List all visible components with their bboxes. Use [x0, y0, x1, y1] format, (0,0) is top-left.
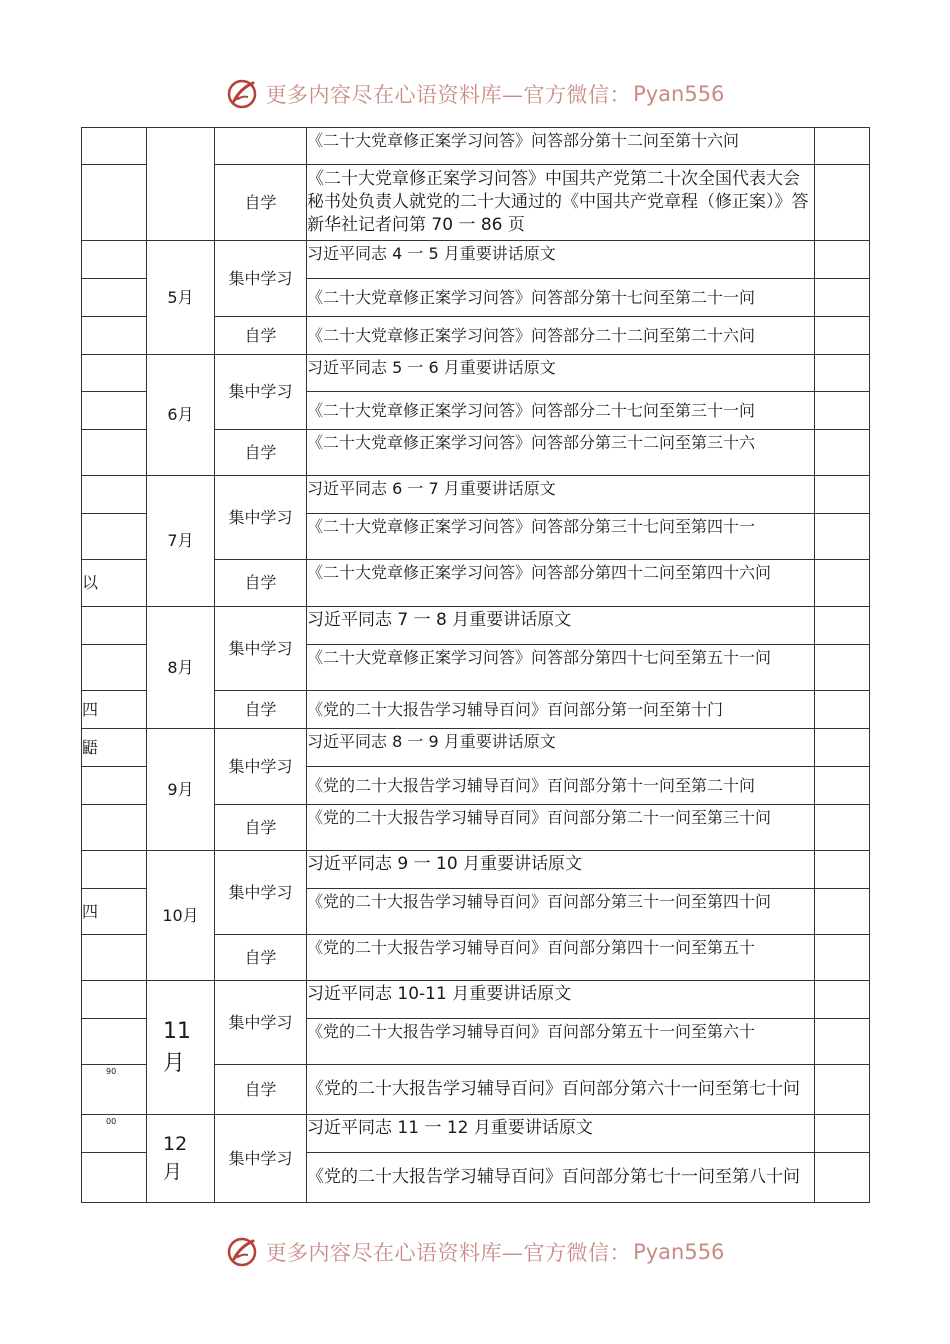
- wechat-id: Pyan556: [633, 82, 725, 106]
- edge-cell: [82, 851, 147, 889]
- content-cell: 习近平同志 4 一 5 月重要讲话原文: [307, 241, 815, 279]
- edge-cell: [82, 241, 147, 279]
- content-cell: 习近平同志 7 一 8 月重要讲话原文: [307, 607, 815, 645]
- remark-cell: [815, 1115, 870, 1153]
- edge-cell: [82, 476, 147, 514]
- remark-cell: [815, 476, 870, 514]
- content-cell: 习近平同志 5 一 6 月重要讲话原文: [307, 355, 815, 392]
- remark-cell: [815, 279, 870, 317]
- content-cell: 《二十大党章修正案学习问答》问答部分第十二问至第十六问: [307, 128, 815, 165]
- content-cell: 《党的二十大报告学习辅导百问》百问部分第四十一问至第五十: [307, 935, 815, 981]
- content-cell: 《党的二十大报告学习辅导百问》百问部分第三十一问至第四十问: [307, 889, 815, 935]
- edge-cell: [82, 430, 147, 476]
- remark-cell: [815, 981, 870, 1019]
- remark-cell: [815, 355, 870, 392]
- content-cell: 《二十大党章修正案学习问答》问答部分二十二问至第二十六问: [307, 317, 815, 355]
- banner-text: 更多内容尽在心语资料库—官方微信：: [265, 1241, 632, 1265]
- type-cell: 集中学习: [215, 355, 307, 430]
- type-cell: 集中学习: [215, 241, 307, 317]
- type-cell: 集中学习: [215, 729, 307, 805]
- content-cell: 《二十大党章修正案学习问答》问答部分第三十七问至第四十一: [307, 514, 815, 560]
- remark-cell: [815, 767, 870, 805]
- study-plan-table: [81, 127, 870, 1203]
- type-cell: 自学: [215, 317, 307, 355]
- table-row: [82, 241, 870, 279]
- edge-cell: [82, 355, 147, 392]
- type-cell: 自学: [215, 691, 307, 729]
- type-cell: 自学: [215, 165, 307, 241]
- edge-cell: [82, 1115, 147, 1153]
- remark-cell: [815, 165, 870, 241]
- edge-cell: [82, 1019, 147, 1065]
- edge-cell: [82, 981, 147, 1019]
- remark-cell: [815, 560, 870, 607]
- edge-note: 90: [106, 1067, 117, 1076]
- edge-cell: 以: [82, 560, 147, 607]
- remark-cell: [815, 729, 870, 767]
- table-row: [82, 476, 870, 514]
- content-cell: 《二十大党章修正案学习问答》问答部分第三十二问至第三十六: [307, 430, 815, 476]
- table-row: [82, 607, 870, 645]
- type-cell: 自学: [215, 935, 307, 981]
- table-row: [82, 729, 870, 767]
- month-unit: 月: [163, 1050, 186, 1076]
- edge-cell: [82, 128, 147, 165]
- remark-cell: [815, 1065, 870, 1115]
- edge-cell: 四: [82, 889, 147, 935]
- table-row: [82, 355, 870, 392]
- month-cell: [147, 981, 215, 1115]
- month-cell: [147, 1115, 215, 1203]
- footer-banner: [0, 1230, 950, 1274]
- table-row: [82, 128, 870, 165]
- month-cell: 5月: [147, 241, 215, 355]
- type-cell: 自学: [215, 560, 307, 607]
- content-cell: 《党的二十大报告学习辅导百问》百问部分第七十一问至第八十问: [307, 1153, 815, 1203]
- type-cell: 集中学习: [215, 607, 307, 691]
- remark-cell: [815, 430, 870, 476]
- month-cell: 8月: [147, 607, 215, 729]
- edge-cell: 鼯: [82, 729, 147, 767]
- month-cell: [147, 128, 215, 241]
- header-banner: [0, 72, 950, 116]
- content-cell: 习近平同志 6 一 7 月重要讲话原文: [307, 476, 815, 514]
- content-cell: 《党的二十大报告学习辅导百问》百问部分第十一问至第二十问: [307, 767, 815, 805]
- content-cell: 《党的二十大报告学习辅导百同》百问部分第二十一问至第三十问: [307, 805, 815, 851]
- edge-cell: [82, 514, 147, 560]
- content-cell: 习近平同志 8 一 9 月重要讲话原文: [307, 729, 815, 767]
- remark-cell: [815, 805, 870, 851]
- content-cell: 《党的二十大报告学习辅导百问》百问部分第一问至第十门: [307, 691, 815, 729]
- edge-cell: [82, 805, 147, 851]
- remark-cell: [815, 607, 870, 645]
- month-number: 11: [163, 1018, 191, 1044]
- edge-cell: [82, 317, 147, 355]
- content-cell: 《党的二十大报告学习辅导百问》百问部分第五十一问至第六十: [307, 1019, 815, 1065]
- content-cell: 《党的二十大报告学习辅导百问》百问部分第六十一问至第七十问: [307, 1065, 815, 1115]
- month-cell: 7月: [147, 476, 215, 607]
- edge-cell: [82, 935, 147, 981]
- month-cell: 10月: [147, 851, 215, 981]
- wechat-id: Pyan556: [633, 1240, 725, 1264]
- type-cell: 集中学习: [215, 851, 307, 935]
- content-cell: 《二十大党章修正案学习问答》问答部分第四十二问至第四十六问: [307, 560, 815, 607]
- remark-cell: [815, 128, 870, 165]
- edge-note: 00: [106, 1117, 117, 1126]
- table-row: [82, 1115, 870, 1153]
- remark-cell: [815, 645, 870, 691]
- remark-cell: [815, 317, 870, 355]
- edge-cell: [82, 1065, 147, 1115]
- type-cell: 自学: [215, 1065, 307, 1115]
- edge-cell: [82, 279, 147, 317]
- edge-cell: [82, 607, 147, 645]
- type-cell: [215, 128, 307, 165]
- month-unit: 月: [163, 1160, 183, 1183]
- content-cell: 《二十大党章修正案学习问答》问答部分第十七问至第二十一问: [307, 279, 815, 317]
- type-cell: 集中学习: [215, 476, 307, 560]
- remark-cell: [815, 935, 870, 981]
- month-number: 12: [163, 1132, 188, 1155]
- content-cell: 习近平同志 10-11 月重要讲话原文: [307, 981, 815, 1019]
- type-cell: 自学: [215, 430, 307, 476]
- month-cell: 9月: [147, 729, 215, 851]
- brush-seal-icon: [226, 77, 260, 111]
- content-cell: 《二十大党章修正案学习问答》问答部分第四十七问至第五十一问: [307, 645, 815, 691]
- content-cell: 《二十大党章修正案学习问答》问答部分二十七问至第三十一问: [307, 392, 815, 430]
- table-row: [82, 851, 870, 889]
- remark-cell: [815, 1019, 870, 1065]
- remark-cell: [815, 514, 870, 560]
- table-row: [82, 981, 870, 1019]
- month-cell: 6月: [147, 355, 215, 476]
- remark-cell: [815, 1153, 870, 1203]
- brush-seal-icon: [226, 1235, 260, 1269]
- edge-cell: [82, 645, 147, 691]
- content-cell: 《二十大党章修正案学习问答》中国共产党第二十次全国代表大会秘书处负责人就党的二十大通过的《中国共产党章程（修正案）》答新华社记者问第 70 一 86 页: [307, 165, 815, 241]
- content-cell: 习近平同志 9 一 10 月重要讲话原文: [307, 851, 815, 889]
- type-cell: 集中学习: [215, 981, 307, 1065]
- edge-cell: 四: [82, 691, 147, 729]
- edge-cell: [82, 392, 147, 430]
- content-cell: 习近平同志 11 一 12 月重要讲话原文: [307, 1115, 815, 1153]
- type-cell: 自学: [215, 805, 307, 851]
- edge-cell: [82, 767, 147, 805]
- edge-cell: [82, 1153, 147, 1203]
- remark-cell: [815, 889, 870, 935]
- edge-cell: [82, 165, 147, 241]
- remark-cell: [815, 851, 870, 889]
- remark-cell: [815, 691, 870, 729]
- type-cell: 集中学习: [215, 1115, 307, 1203]
- banner-text: 更多内容尽在心语资料库—官方微信：: [265, 83, 632, 107]
- remark-cell: [815, 241, 870, 279]
- remark-cell: [815, 392, 870, 430]
